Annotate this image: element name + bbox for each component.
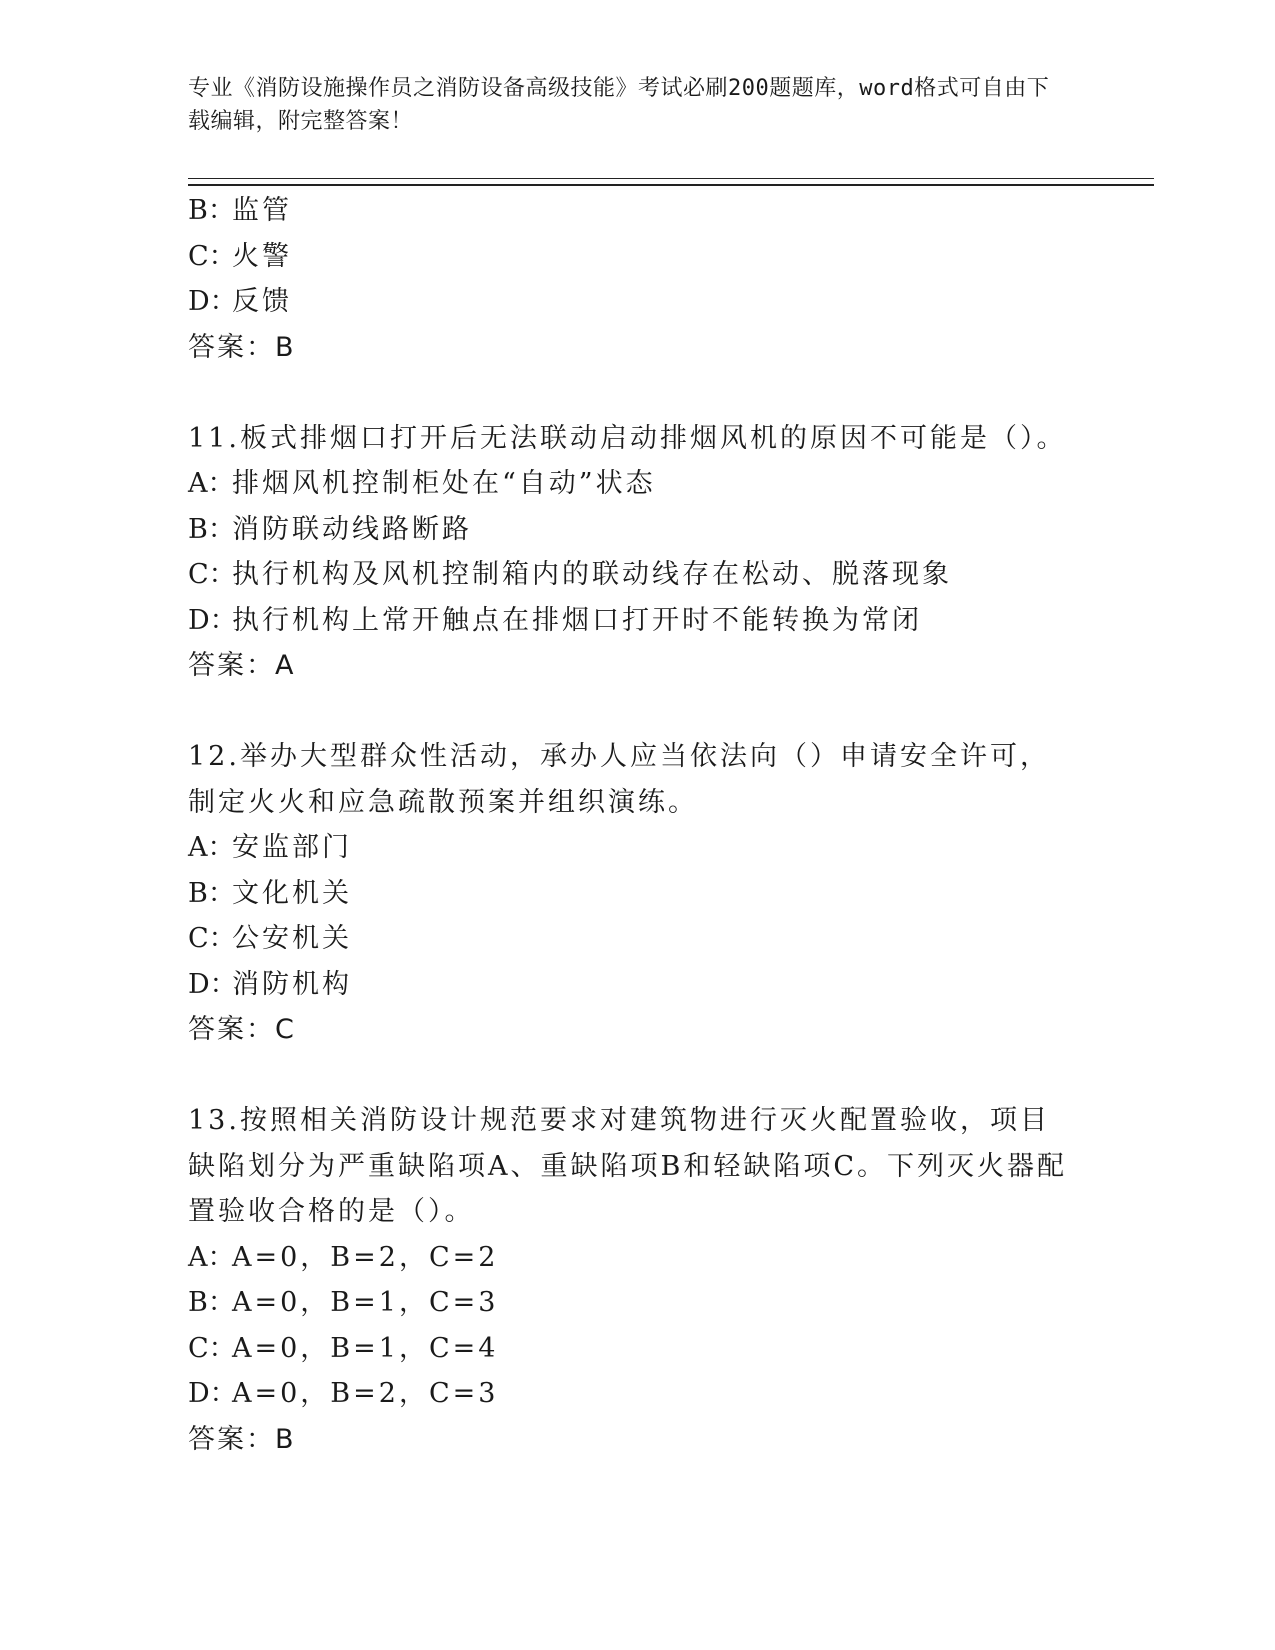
question-13 — [188, 1098, 1088, 1462]
question-12 — [188, 734, 1088, 1053]
option-a: A：排烟风机控制柜处在“自动”状态 — [188, 468, 656, 499]
document-body — [188, 188, 1088, 1462]
header-divider — [188, 178, 1154, 186]
question-stem: 12.举办大型群众性活动，承办人应当依法向（）申请安全许可，制定火火和应急疏散预案并组织演练。 — [188, 741, 1050, 818]
prev-question-block — [188, 188, 1088, 370]
option-c: C：火警 — [188, 240, 292, 272]
option-d: D：A=0，B=2，C=3 — [188, 1378, 499, 1409]
option-c: C：公安机关 — [188, 923, 352, 954]
option-c: C：执行机构及风机控制箱内的联动线存在松动、脱落现象 — [188, 559, 952, 590]
answer-line: 答案：A — [188, 650, 296, 681]
answer-line: 答案：C — [188, 1014, 296, 1045]
option-d: D：执行机构上常开触点在排烟口打开时不能转换为常闭 — [188, 604, 922, 636]
option-b: B：文化机关 — [188, 877, 352, 909]
option-d: D：消防机构 — [188, 968, 352, 1000]
option-a: A：A=0，B=2，C=2 — [188, 1241, 499, 1273]
question-stem: 11.板式排烟口打开后无法联动启动排烟风机的原因不可能是（）。 — [188, 422, 1067, 454]
option-d: D：反馈 — [188, 286, 292, 317]
option-c: C：A=0，B=1，C=4 — [188, 1332, 499, 1364]
answer-line: 答案：B — [188, 331, 296, 363]
option-b: B：A=0，B=1，C=3 — [188, 1287, 499, 1318]
option-b: B：消防联动线路断路 — [188, 513, 472, 545]
question-stem: 13.按照相关消防设计规范要求对建筑物进行灭火配置验收，项目缺陷划分为严重缺陷项A、重缺陷项B和轻缺陷项C。下列灭火器配置验收合格的是（）。 — [188, 1105, 1067, 1227]
option-b: B：监管 — [188, 195, 292, 226]
page-header: 专业《消防设施操作员之消防设备高级技能》考试必刷200题题库，word格式可自由下载编辑，附完整答案！ — [188, 76, 1050, 134]
answer-line: 答案：B — [188, 1423, 296, 1455]
option-a: A：安监部门 — [188, 832, 352, 863]
question-11 — [188, 416, 1088, 689]
